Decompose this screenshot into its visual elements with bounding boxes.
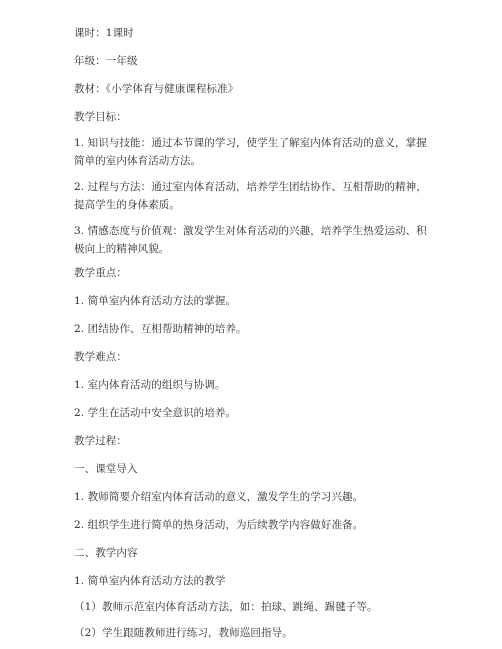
- difficulty-2: 2. 学生在活动中安全意识的培养。: [74, 407, 237, 419]
- process-heading: 教学过程：: [74, 435, 127, 447]
- section-intro-heading: 一、课堂导入: [74, 463, 138, 475]
- objective-3: 3. 情感态度与价值观：激发学生对体育活动的兴趣，培养学生热爱运动、积极向上的精神风貌。: [74, 225, 427, 255]
- intro-step-1: 1. 教师简要介绍室内体育活动的意义，激发学生的学习兴趣。: [74, 491, 364, 503]
- intro-step-2: 2. 组织学生进行简单的热身活动，为后续教学内容做好准备。: [74, 519, 364, 531]
- key-point-2: 2. 团结协作、互相帮助精神的培养。: [74, 323, 247, 335]
- objective-2: 2. 过程与方法：通过室内体育活动，培养学生团结协作、互相帮助的精神，提高学生的身体素质。: [74, 181, 427, 211]
- content-item-1b: （2）学生跟随教师进行练习，教师巡回指导。: [74, 627, 293, 639]
- objective-1: 1. 知识与技能：通过本节课的学习，使学生了解室内体育活动的意义，掌握简单的室内体育活动方法。: [74, 137, 427, 167]
- section-content-heading: 二、教学内容: [74, 547, 138, 559]
- content-item-1: 1. 简单室内体育活动方法的教学: [74, 575, 226, 587]
- content-item-1a: （1）教师示范室内体育活动方法，如：拍球、跳绳、踢毽子等。: [74, 601, 378, 613]
- textbook: 教材：《小学体育与健康课程标准》: [74, 83, 239, 95]
- objectives-heading: 教学目标：: [74, 111, 127, 123]
- difficulties-heading: 教学难点：: [74, 351, 127, 363]
- key-point-1: 1. 简单室内体育活动方法的掌握。: [74, 295, 237, 307]
- grade: 年级：一年级: [74, 55, 138, 67]
- difficulty-1: 1. 室内体育活动的组织与协调。: [74, 379, 226, 391]
- class-hours: 课时：1课时: [74, 27, 134, 39]
- key-points-heading: 教学重点：: [74, 267, 127, 279]
